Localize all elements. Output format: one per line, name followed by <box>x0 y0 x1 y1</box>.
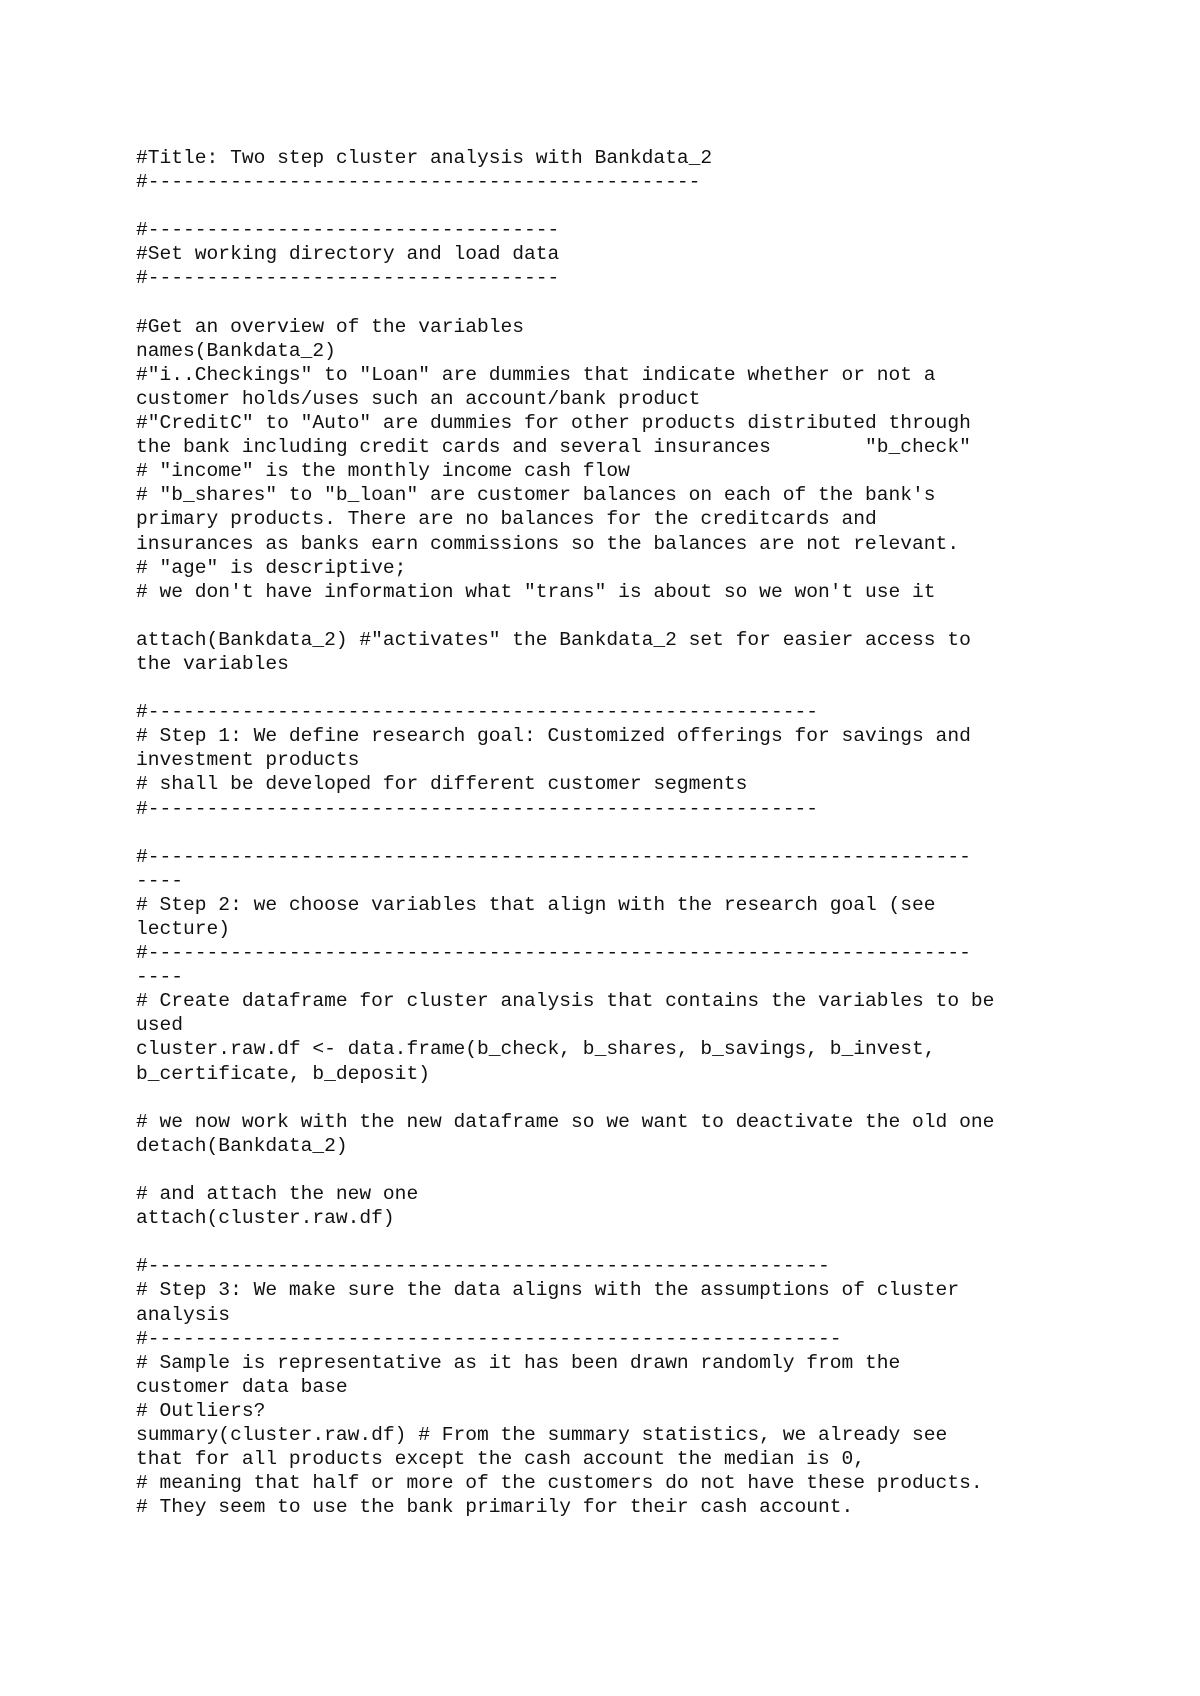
code-line: ---- <box>136 966 184 989</box>
code-line: primary products. There are no balances for the creditcards and <box>136 508 877 531</box>
code-line: that for all products except the cash account the median is 0, <box>136 1448 866 1471</box>
code-line: # Step 1: We define research goal: Customized offerings for savings and <box>136 725 971 748</box>
code-line: #----------------------------------------------------------- <box>136 1327 842 1350</box>
blank-line <box>136 604 1136 628</box>
code-line: cluster.raw.df <- data.frame(b_check, b_shares, b_savings, b_invest, <box>136 1038 936 1061</box>
code-line: lecture) <box>136 918 231 940</box>
code-line: # Step 2: we choose variables that align with the research goal (see <box>136 893 936 916</box>
code-line: ---- <box>136 869 184 892</box>
code-line: detach(Bankdata_2) <box>136 1134 348 1157</box>
blank-line <box>136 291 1136 315</box>
code-line: summary(cluster.raw.df) # From the summary statistics, we already see <box>136 1423 948 1446</box>
code-line: # we don't have information what "trans" is about so we won't use it <box>136 580 936 603</box>
code-line: # Create dataframe for cluster analysis that contains the variables to be <box>136 990 995 1013</box>
blank-line <box>136 676 1136 700</box>
code-line: # "b_shares" to "b_loan" are customer balances on each of the bank's <box>136 484 936 507</box>
code-line: #Title: Two step cluster analysis with Bankdata_2 <box>136 147 713 169</box>
code-line: attach(cluster.raw.df) <box>136 1207 395 1230</box>
code-line: #"CreditC" to "Auto" are dummies for other products distributed through <box>136 412 971 435</box>
code-line: customer holds/uses such an account/bank product <box>136 387 701 410</box>
code-line: #---------------------------------------------------------------------- <box>136 942 971 965</box>
code-line: used <box>136 1014 184 1037</box>
code-line: attach(Bankdata_2) #"activates" the Bankdata_2 set for easier access to <box>136 628 971 651</box>
code-line: names(Bankdata_2) <box>136 339 336 362</box>
code-line: #----------------------------------- <box>136 267 560 290</box>
code-line: the bank including credit cards and several insurances "b_check" <box>136 436 971 459</box>
code-line: #---------------------------------------------------------- <box>136 1255 830 1278</box>
code-line: investment products <box>136 749 360 772</box>
code-line: # "age" is descriptive; <box>136 556 407 579</box>
code-line: #Get an overview of the variables <box>136 315 525 338</box>
code-line: # Outliers? <box>136 1399 266 1422</box>
code-line: the variables <box>136 652 289 675</box>
code-line: #"i..Checkings" to "Loan" are dummies that indicate whether or not a <box>136 363 936 386</box>
code-line: # "income" is the monthly income cash flow <box>136 460 630 483</box>
blank-line <box>136 821 1136 845</box>
code-line: b_certificate, b_deposit) <box>136 1062 430 1085</box>
code-line: # we now work with the new dataframe so we want to deactivate the old one <box>136 1110 995 1133</box>
code-line: # Sample is representative as it has been drawn randomly from the <box>136 1351 901 1374</box>
code-line: #----------------------------------------------- <box>136 171 701 194</box>
code-line: #Set working directory and load data <box>136 243 560 266</box>
code-line: #--------------------------------------------------------- <box>136 797 818 820</box>
code-line: # meaning that half or more of the customers do not have these products. <box>136 1472 983 1495</box>
blank-line <box>136 1158 1136 1182</box>
blank-line <box>136 1230 1136 1254</box>
blank-line <box>136 1086 1136 1110</box>
code-line: #---------------------------------------------------------------------- <box>136 845 971 868</box>
code-line: # and attach the new one <box>136 1183 419 1206</box>
code-line: analysis <box>136 1303 231 1326</box>
code-line: # shall be developed for different customer segments <box>136 773 748 796</box>
blank-line <box>136 194 1136 218</box>
code-line: insurances as banks earn commissions so the balances are not relevant. <box>136 532 960 555</box>
code-line: #--------------------------------------------------------- <box>136 701 818 724</box>
code-line: # Step 3: We make sure the data aligns with the assumptions of cluster <box>136 1279 960 1302</box>
code-line: customer data base <box>136 1375 348 1398</box>
code-line: # They seem to use the bank primarily for their cash account. <box>136 1496 854 1519</box>
code-line: #----------------------------------- <box>136 219 560 242</box>
code-listing <box>136 146 1136 1519</box>
